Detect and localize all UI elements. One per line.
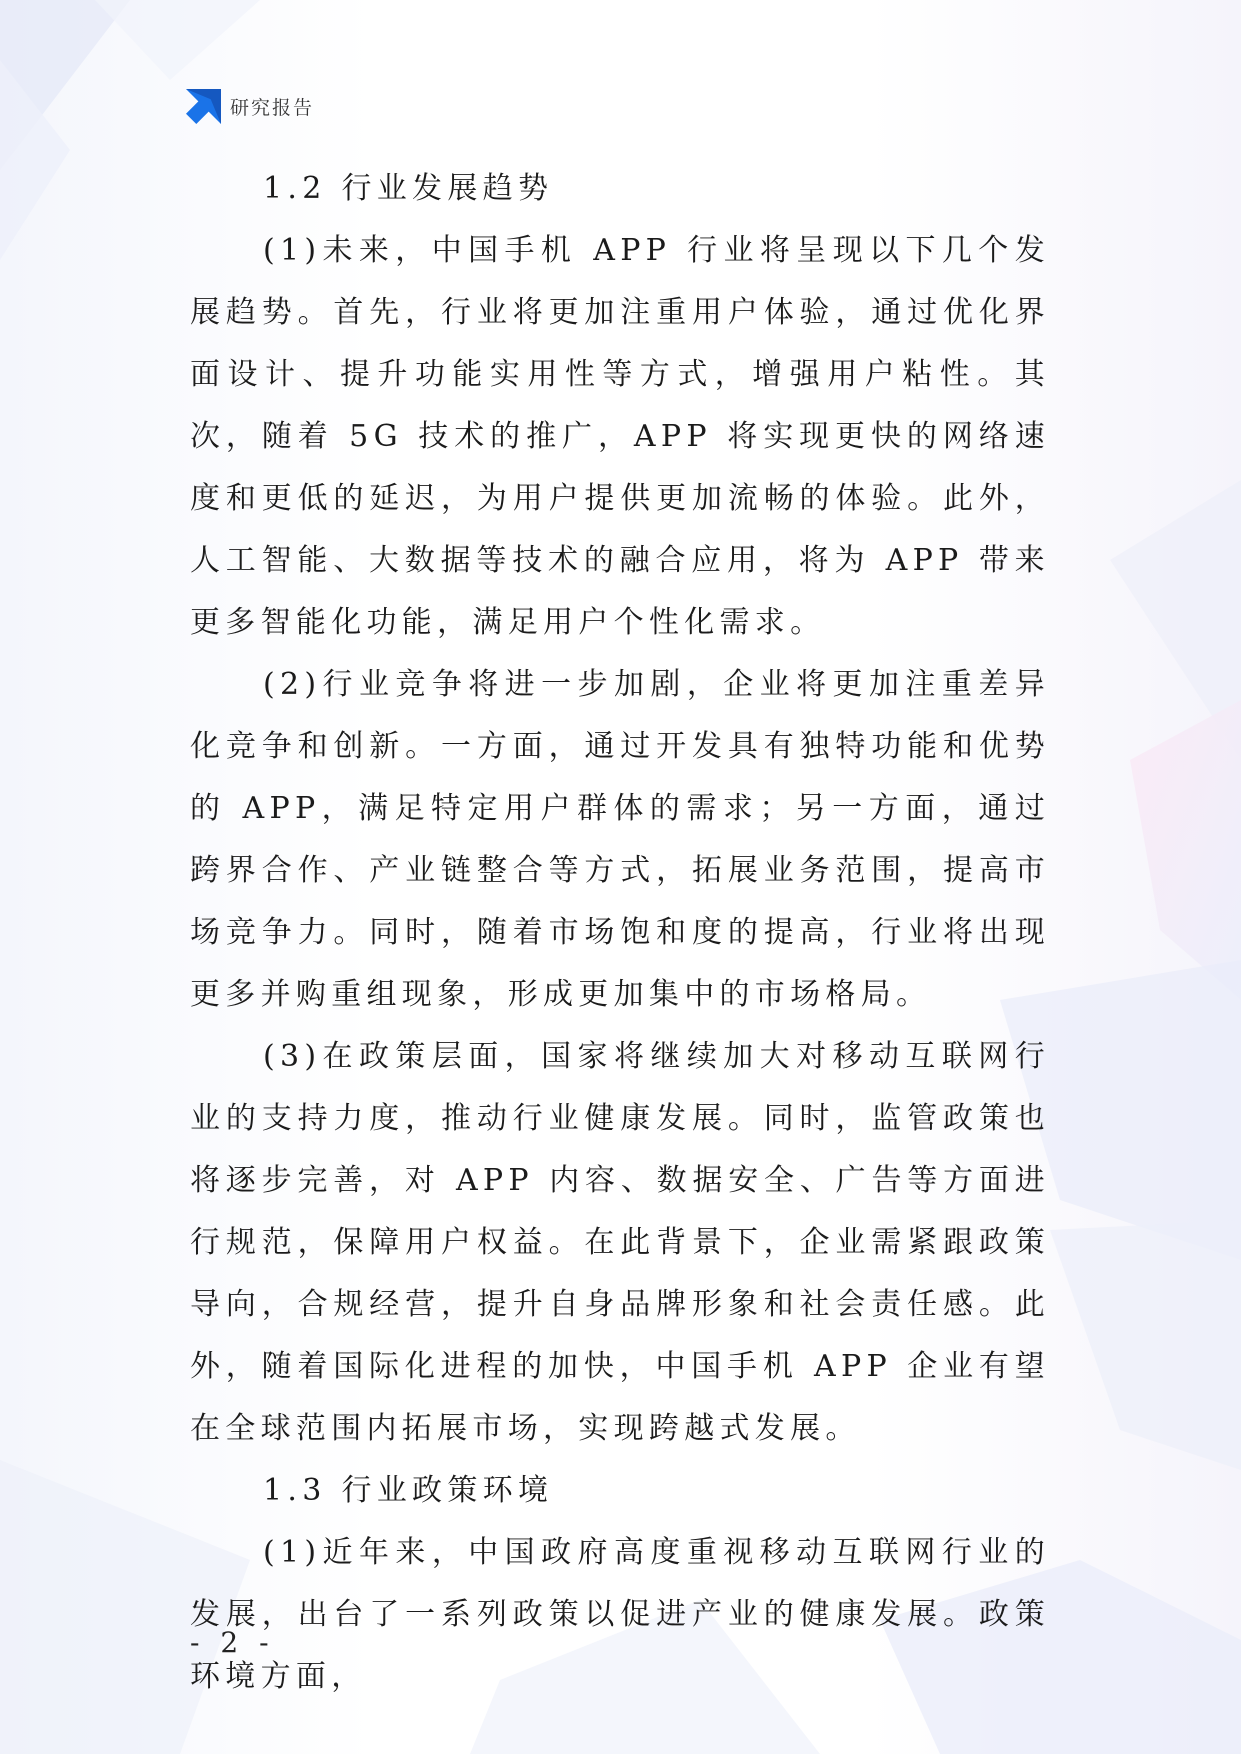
page-number: - 2 - <box>190 1626 275 1659</box>
document-body <box>190 158 1050 1708</box>
section-heading-trends: 1.2 行业发展趋势 <box>263 171 554 206</box>
paragraph-trends-2: (2)行业竞争将进一步加剧，企业将更加注重差异化竞争和创新。一方面，通过开发具有独特功能和优势的 APP，满足特定用户群体的需求；另一方面，通过跨界合作、产业链整合等方式，拓展业务范围，提高市场竞争力。同时，随着市场饱和度的提高，行业将出现更多并购重组现象，形成更加集中的市场格局。 <box>190 667 1050 1012</box>
arrow-up-right-icon <box>186 89 221 124</box>
paragraph-trends-1: (1)未来，中国手机 APP 行业将呈现以下几个发展趋势。首先，行业将更加注重用户体验，通过优化界面设计、提升功能实用性等方式，增强用户粘性。其次，随着 5G 技术的推广，APP 将实现更快的网络速度和更低的延迟，为用户提供更加流畅的体验。此外，人工智能、大数据等技术的融合应用，将为 APP 带来更多智能化功能，满足用户个性化需求。 <box>190 233 1050 640</box>
report-header <box>186 86 314 126</box>
paragraph-trends-3: (3)在政策层面，国家将继续加大对移动互联网行业的支持力度，推动行业健康发展。同时，监管政策也将逐步完善，对 APP 内容、数据安全、广告等方面进行规范，保障用户权益。在此背景下，企业需紧跟政策导向，合规经营，提升自身品牌形象和社会责任感。此外，随着国际化进程的加快，中国手机 APP 企业有望在全球范围内拓展市场，实现跨越式发展。 <box>190 1039 1050 1446</box>
paragraph-policy-1: (1)近年来，中国政府高度重视移动互联网行业的发展，出台了一系列政策以促进产业的健康发展。政策环境方面， <box>190 1535 1050 1694</box>
header-title: 研究报告 <box>230 96 315 119</box>
section-heading-policy: 1.3 行业政策环境 <box>263 1473 554 1508</box>
